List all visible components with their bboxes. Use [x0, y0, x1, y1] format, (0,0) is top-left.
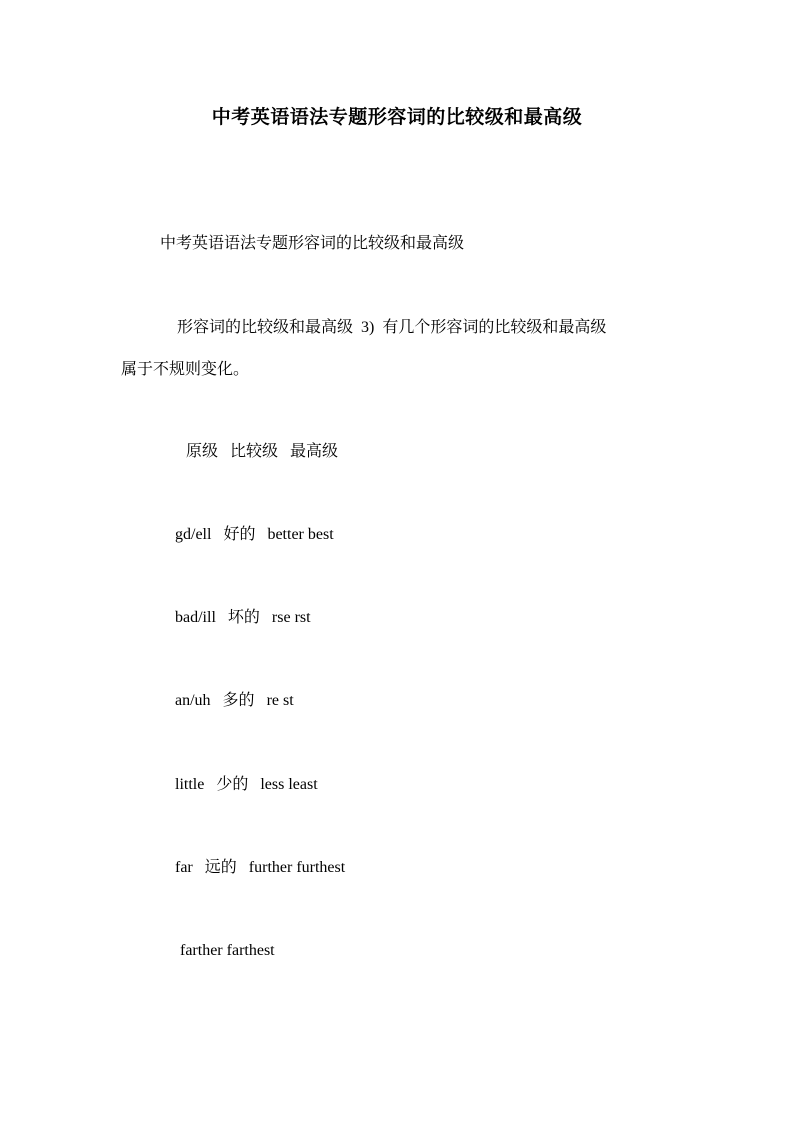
row-forms: farther farthest — [180, 942, 275, 959]
row-meaning: 少的 — [216, 774, 249, 793]
row-base: gd/ell — [175, 526, 212, 543]
paragraph-line-2: 属于不规则变化。 — [121, 359, 250, 378]
header-superlative: 最高级 — [290, 441, 339, 460]
table-header — [186, 440, 338, 462]
row-forms: rse rst — [271, 609, 311, 626]
row-forms: better best — [267, 526, 334, 543]
paragraph-text-a: 形容词的比较级和最高级 — [177, 317, 354, 336]
document-subtitle: 中考英语语法专题形容词的比较级和最高级 — [160, 233, 465, 252]
paragraph-number: 3) — [361, 319, 375, 336]
paragraph-line-1 — [177, 316, 606, 339]
row-meaning: 远的 — [204, 857, 237, 876]
table-row — [180, 939, 275, 962]
row-forms: re st — [266, 692, 294, 709]
row-meaning: 坏的 — [227, 607, 260, 626]
row-base: little — [175, 776, 205, 793]
header-comparative: 比较级 — [230, 441, 279, 460]
row-base: an/uh — [175, 692, 211, 709]
row-forms: further furthest — [248, 859, 346, 876]
header-base: 原级 — [186, 441, 219, 460]
table-row — [175, 606, 311, 629]
table-row — [175, 773, 318, 796]
row-forms: less least — [260, 776, 318, 793]
row-meaning: 好的 — [223, 524, 256, 543]
table-row — [175, 689, 294, 712]
paragraph-text-b: 有几个形容词的比较级和最高级 — [382, 317, 607, 336]
row-base: bad/ill — [175, 609, 216, 626]
table-row — [175, 856, 345, 879]
table-row — [175, 523, 334, 546]
row-meaning: 多的 — [222, 690, 255, 709]
document-title: 中考英语语法专题形容词的比较级和最高级 — [211, 106, 583, 128]
row-base: far — [175, 859, 193, 876]
